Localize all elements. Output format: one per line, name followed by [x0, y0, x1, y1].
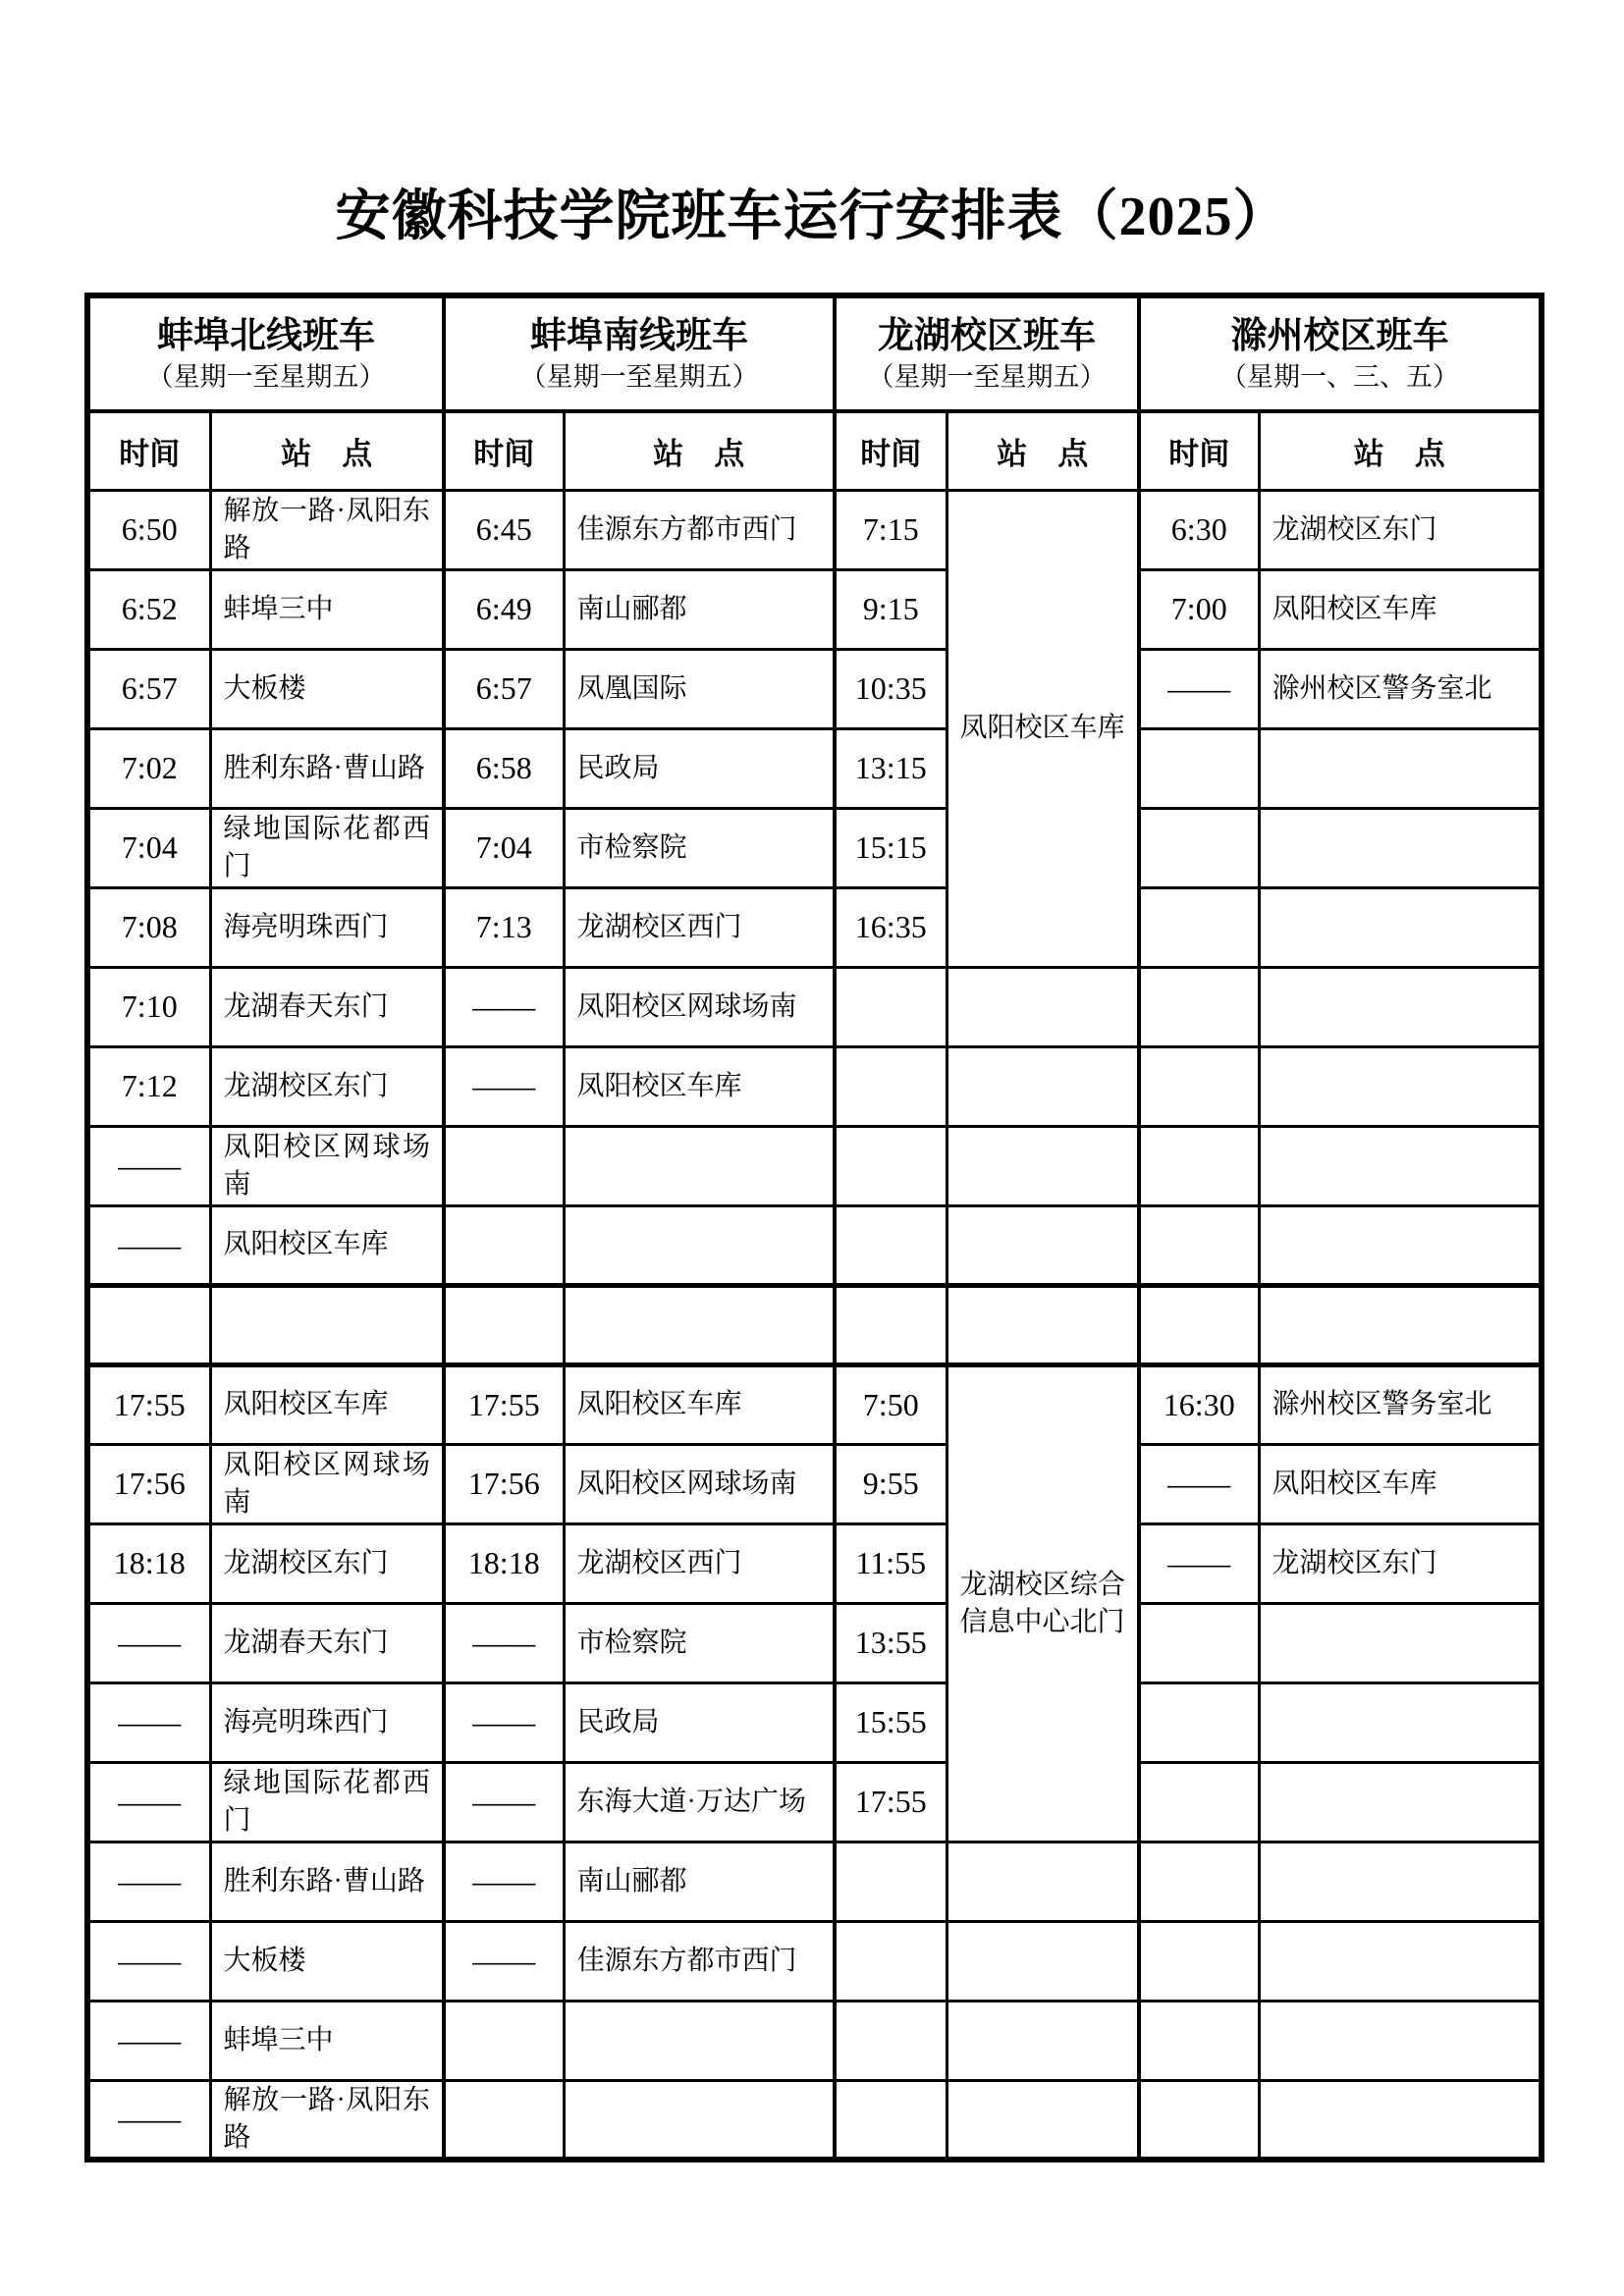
time-cell: 6:57 [444, 649, 564, 728]
time-header-cell: 时间 [444, 411, 564, 490]
time-cell: 7:00 [1139, 569, 1259, 649]
time-cell [1139, 1682, 1259, 1762]
time-cell [444, 1205, 564, 1285]
time-cell: —— [87, 1762, 210, 1842]
time-header-cell: 时间 [87, 411, 210, 490]
spacer-cell [1139, 1285, 1259, 1364]
bus-schedule-table [84, 293, 1544, 2163]
station-cell: 东海大道·万达广场 [564, 1762, 835, 1842]
station-cell: 凤阳校区车库 [564, 1046, 835, 1126]
station-cell: 凤阳校区车库 [1259, 569, 1542, 649]
station-cell [1259, 887, 1542, 967]
station-cell [1259, 2001, 1542, 2080]
table-row [87, 1842, 1542, 1921]
station-cell: 龙湖校区东门 [1259, 1523, 1542, 1603]
table-row [87, 1921, 1542, 2001]
time-cell: —— [444, 1842, 564, 1921]
time-cell: 9:15 [835, 569, 947, 649]
table-row [87, 1603, 1542, 1682]
station-cell: 凤阳校区网球场南 [564, 1444, 835, 1523]
time-header-cell: 时间 [1139, 411, 1259, 490]
group-name: 蚌埠北线班车 [157, 316, 375, 357]
station-cell: 滁州校区警务室北 [1259, 649, 1542, 728]
time-cell: —— [87, 2001, 210, 2080]
table-row [87, 1205, 1542, 1285]
time-cell: —— [444, 1921, 564, 2001]
group-days: （星期一至星期五） [519, 361, 759, 392]
station-cell [1259, 2080, 1542, 2160]
page-title: 安徽科技学院班车运行安排表（2025） [335, 187, 1289, 247]
time-cell [1139, 2001, 1259, 2080]
table-row [87, 1523, 1542, 1603]
table-row [87, 887, 1542, 967]
station-cell: 龙湖校区西门 [564, 1523, 835, 1603]
station-header-cell: 站 点 [210, 411, 444, 490]
time-cell: 16:30 [1139, 1364, 1259, 1444]
table-row [87, 1364, 1542, 1444]
group-name: 龙湖校区班车 [878, 316, 1096, 357]
time-cell: 6:57 [87, 649, 210, 728]
station-cell [1259, 967, 1542, 1046]
time-cell [835, 1842, 947, 1921]
time-cell [1139, 1921, 1259, 2001]
station-cell [947, 2080, 1139, 2160]
time-cell [835, 1126, 947, 1205]
time-cell: —— [87, 1603, 210, 1682]
station-header-cell: 站 点 [947, 411, 1139, 490]
station-cell [947, 1046, 1139, 1126]
station-cell: 海亮明珠西门 [210, 887, 444, 967]
station-cell: 南山郦都 [564, 569, 835, 649]
time-cell: —— [1139, 1523, 1259, 1603]
station-cell: 龙湖春天东门 [210, 1603, 444, 1682]
station-cell [1259, 1921, 1542, 2001]
time-cell: —— [1139, 649, 1259, 728]
time-cell: 9:55 [835, 1444, 947, 1523]
time-cell: 17:55 [444, 1364, 564, 1444]
station-cell: 民政局 [564, 1682, 835, 1762]
time-cell: 6:45 [444, 490, 564, 569]
time-cell: —— [444, 1603, 564, 1682]
station-cell: 龙湖校区东门 [1259, 490, 1542, 569]
time-cell: 7:02 [87, 728, 210, 808]
time-cell: 6:50 [87, 490, 210, 569]
spacer-cell [1259, 1285, 1542, 1364]
station-cell: 龙湖春天东门 [210, 967, 444, 1046]
spacer-cell [444, 1285, 564, 1364]
station-cell [1259, 1205, 1542, 1285]
time-cell: —— [87, 1126, 210, 1205]
station-cell: 蚌埠三中 [210, 569, 444, 649]
time-cell: —— [87, 1205, 210, 1285]
table-row [87, 1762, 1542, 1842]
time-cell: 17:55 [835, 1762, 947, 1842]
time-cell: 6:52 [87, 569, 210, 649]
time-cell: 7:08 [87, 887, 210, 967]
station-cell [1259, 1126, 1542, 1205]
time-cell: 15:55 [835, 1682, 947, 1762]
table-row [87, 728, 1542, 808]
time-cell: 7:12 [87, 1046, 210, 1126]
time-cell: —— [444, 967, 564, 1046]
group-days: （星期一至星期五） [146, 361, 386, 392]
time-cell [835, 967, 947, 1046]
time-cell [1139, 2080, 1259, 2160]
station-cell: 凤阳校区车库 [1259, 1444, 1542, 1523]
time-cell: 13:15 [835, 728, 947, 808]
time-cell [1139, 808, 1259, 887]
table-row [87, 490, 1542, 569]
merged-station-cell-evening-longhu: 龙湖校区综合信息中心北门 [947, 1364, 1139, 1842]
station-cell: 凤阳校区网球场南 [210, 1126, 444, 1205]
spacer-cell [87, 1285, 210, 1364]
table-row [87, 649, 1542, 728]
station-cell: 解放一路·凤阳东路 [210, 2080, 444, 2160]
station-cell: 大板楼 [210, 1921, 444, 2001]
group-name: 滁州校区班车 [1230, 316, 1449, 357]
station-header-cell: 站 点 [564, 411, 835, 490]
group-header-chuzhou [1139, 295, 1542, 411]
station-cell: 凤阳校区车库 [564, 1364, 835, 1444]
time-cell [1139, 1205, 1259, 1285]
time-cell [1139, 1046, 1259, 1126]
station-cell: 龙湖校区东门 [210, 1046, 444, 1126]
station-cell: 绿地国际花都西门 [210, 808, 444, 887]
time-cell [1139, 1126, 1259, 1205]
station-cell [1259, 808, 1542, 887]
station-cell: 凤阳校区车库 [210, 1205, 444, 1285]
station-cell: 佳源东方都市西门 [564, 1921, 835, 2001]
group-header-row [87, 295, 1542, 411]
station-cell [1259, 728, 1542, 808]
time-cell: 7:50 [835, 1364, 947, 1444]
station-cell: 解放一路·凤阳东路 [210, 490, 444, 569]
station-cell: 凤阳校区车库 [210, 1364, 444, 1444]
column-header-row [87, 411, 1542, 490]
table-row [87, 808, 1542, 887]
time-cell: 10:35 [835, 649, 947, 728]
station-cell [564, 1205, 835, 1285]
station-cell: 凤阳校区网球场南 [564, 967, 835, 1046]
group-header-longhu [835, 295, 1139, 411]
time-cell: —— [444, 1046, 564, 1126]
station-cell [1259, 1682, 1542, 1762]
time-cell: 6:30 [1139, 490, 1259, 569]
station-cell: 大板楼 [210, 649, 444, 728]
time-cell [1139, 1842, 1259, 1921]
time-cell [444, 2080, 564, 2160]
station-cell: 蚌埠三中 [210, 2001, 444, 2080]
time-cell: 15:15 [835, 808, 947, 887]
time-cell: —— [87, 1921, 210, 2001]
table-row [87, 967, 1542, 1046]
spacer-cell [210, 1285, 444, 1364]
time-cell: 16:35 [835, 887, 947, 967]
time-cell [1139, 728, 1259, 808]
time-cell: 7:04 [87, 808, 210, 887]
group-header-bengbu-south [444, 295, 835, 411]
station-cell: 龙湖校区西门 [564, 887, 835, 967]
station-cell [947, 967, 1139, 1046]
time-cell: —— [1139, 1444, 1259, 1523]
group-name: 蚌埠南线班车 [530, 316, 748, 357]
station-cell: 绿地国际花都西门 [210, 1762, 444, 1842]
time-cell [835, 1046, 947, 1126]
time-cell [444, 1126, 564, 1205]
time-cell [835, 1921, 947, 2001]
station-cell: 龙湖校区东门 [210, 1523, 444, 1603]
station-cell: 胜利东路·曹山路 [210, 728, 444, 808]
time-cell: 18:18 [87, 1523, 210, 1603]
spacer-row [87, 1285, 1542, 1364]
time-cell [1139, 887, 1259, 967]
time-cell: 18:18 [444, 1523, 564, 1603]
group-days: （星期一至星期五） [867, 361, 1107, 392]
time-cell [1139, 1762, 1259, 1842]
time-cell: 11:55 [835, 1523, 947, 1603]
group-days: （星期一、三、五） [1220, 361, 1459, 392]
station-cell: 民政局 [564, 728, 835, 808]
time-cell: —— [87, 1682, 210, 1762]
time-cell: 6:49 [444, 569, 564, 649]
table-row [87, 569, 1542, 649]
station-cell: 海亮明珠西门 [210, 1682, 444, 1762]
time-cell [835, 2080, 947, 2160]
time-cell: —— [87, 2080, 210, 2160]
time-cell: 17:55 [87, 1364, 210, 1444]
station-cell [947, 1842, 1139, 1921]
station-cell [947, 1126, 1139, 1205]
time-cell: 17:56 [87, 1444, 210, 1523]
time-cell: 7:13 [444, 887, 564, 967]
station-cell [947, 2001, 1139, 2080]
station-cell: 滁州校区警务室北 [1259, 1364, 1542, 1444]
table-row [87, 2001, 1542, 2080]
time-cell: 6:58 [444, 728, 564, 808]
station-cell [1259, 1842, 1542, 1921]
station-cell [947, 1205, 1139, 1285]
table-row [87, 1444, 1542, 1523]
time-cell [444, 2001, 564, 2080]
merged-station-cell-morning-longhu: 凤阳校区车库 [947, 490, 1139, 967]
station-cell: 佳源东方都市西门 [564, 490, 835, 569]
table-row [87, 1046, 1542, 1126]
station-cell [564, 2001, 835, 2080]
station-cell: 市检察院 [564, 808, 835, 887]
time-cell [1139, 967, 1259, 1046]
table-row [87, 2080, 1542, 2160]
spacer-cell [835, 1285, 947, 1364]
time-cell [1139, 1603, 1259, 1682]
spacer-cell [947, 1285, 1139, 1364]
group-header-bengbu-north [87, 295, 444, 411]
station-cell [564, 2080, 835, 2160]
time-header-cell: 时间 [835, 411, 947, 490]
station-cell [1259, 1046, 1542, 1126]
time-cell [835, 1205, 947, 1285]
table-row [87, 1682, 1542, 1762]
time-cell: 17:56 [444, 1444, 564, 1523]
time-cell: —— [444, 1682, 564, 1762]
time-cell: —— [87, 1842, 210, 1921]
spacer-cell [564, 1285, 835, 1364]
table-row [87, 1126, 1542, 1205]
time-cell: 13:55 [835, 1603, 947, 1682]
station-cell [1259, 1762, 1542, 1842]
station-cell [1259, 1603, 1542, 1682]
station-cell [564, 1126, 835, 1205]
time-cell: 7:04 [444, 808, 564, 887]
station-cell: 胜利东路·曹山路 [210, 1842, 444, 1921]
station-header-cell: 站 点 [1259, 411, 1542, 490]
time-cell: —— [444, 1762, 564, 1842]
time-cell [835, 2001, 947, 2080]
station-cell: 凤阳校区网球场南 [210, 1444, 444, 1523]
station-cell: 南山郦都 [564, 1842, 835, 1921]
station-cell [947, 1921, 1139, 2001]
time-cell: 7:15 [835, 490, 947, 569]
time-cell: 7:10 [87, 967, 210, 1046]
station-cell: 市检察院 [564, 1603, 835, 1682]
station-cell: 凤凰国际 [564, 649, 835, 728]
